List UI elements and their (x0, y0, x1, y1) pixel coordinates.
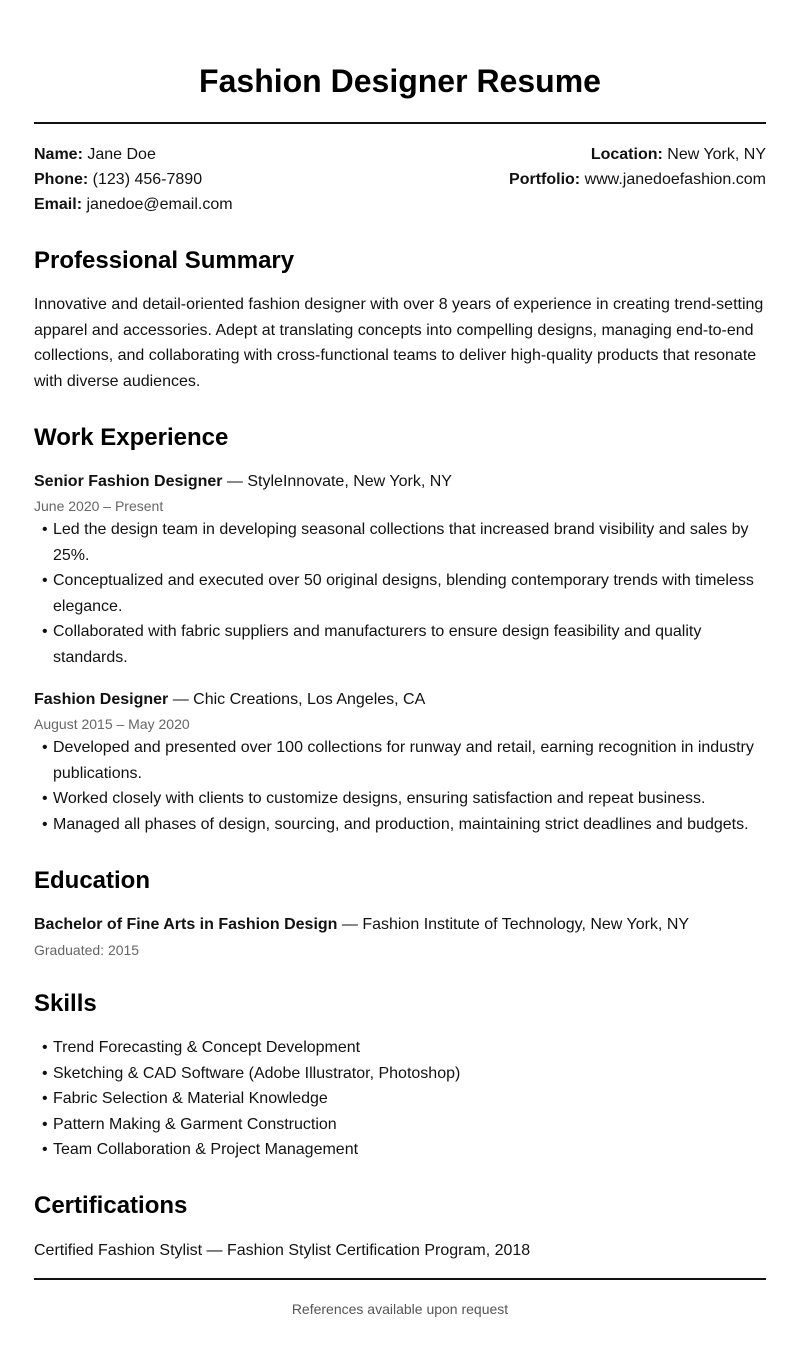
job-2-bullets (42, 735, 762, 837)
job-2-company: — Chic Creations, Los Angeles, CA (168, 691, 426, 708)
page-title: Fashion Designer Resume (199, 63, 601, 99)
skills-list (42, 1035, 762, 1163)
certifications-heading: Certifications (34, 1192, 188, 1219)
education-degree: Bachelor of Fine Arts in Fashion Design (34, 916, 338, 933)
contact-email-row (34, 192, 233, 217)
top-divider (34, 122, 766, 124)
job-1-title: Senior Fashion Designer (34, 473, 223, 490)
list-item: • Pattern Making & Garment Construction (42, 1112, 762, 1138)
list-item: • Led the design team in developing seasonal collections that increased brand visibility and sales by 25%. (42, 517, 762, 568)
experience-heading: Work Experience (34, 424, 229, 451)
contact-phone-row (34, 167, 233, 192)
job-1-bullets (42, 517, 762, 671)
phone-value: (123) 456-7890 (92, 171, 203, 188)
summary-heading: Professional Summary (34, 247, 295, 274)
job-1-title-line (34, 471, 452, 493)
job-2-title-line (34, 689, 425, 711)
job-2-title: Fashion Designer (34, 691, 169, 708)
summary-text: Innovative and detail-oriented fashion designer with over 8 years of experience in creating trend-setting apparel and accessories. Adept at translating concepts into compelling designs, managing end-to-end collections, and collaborating with cross-functional teams to deliver high-quality products that resonate with diverse audiences. (34, 296, 764, 390)
contact-portfolio-row (509, 167, 766, 192)
job-1-dates: June 2020 – Present (34, 498, 164, 514)
email-value: janedoe@email.com (86, 196, 233, 213)
bottom-divider (34, 1278, 766, 1280)
certification-text: Certified Fashion Stylist — Fashion Stylist Certification Program, 2018 (34, 1242, 531, 1259)
contact-name-row (34, 142, 233, 167)
name-value: Jane Doe (87, 146, 156, 163)
list-item: • Fabric Selection & Material Knowledge (42, 1086, 762, 1112)
education-heading: Education (34, 867, 151, 894)
list-item: • Sketching & CAD Software (Adobe Illustrator, Photoshop) (42, 1061, 762, 1087)
list-item: • Collaborated with fabric suppliers and manufacturers to ensure design feasibility and quality standards. (42, 619, 762, 670)
footer-note: References available upon request (291, 1301, 509, 1317)
location-value: New York, NY (667, 146, 766, 163)
portfolio-value: www.janedoefashion.com (584, 171, 766, 188)
email-label: Email: (34, 196, 83, 213)
education-degree-line (34, 914, 689, 936)
education-school: — Fashion Institute of Technology, New York, NY (337, 916, 690, 933)
phone-label: Phone: (34, 171, 89, 188)
education-graduated: Graduated: 2015 (34, 942, 140, 958)
name-label: Name: (34, 146, 83, 163)
skills-heading: Skills (34, 990, 97, 1017)
portfolio-label: Portfolio: (509, 171, 581, 188)
job-2-dates: August 2015 – May 2020 (34, 716, 190, 732)
contact-right-column (509, 142, 766, 192)
contact-left-column (34, 142, 233, 217)
list-item: • Conceptualized and executed over 50 original designs, blending contemporary trends with timeless elegance. (42, 568, 762, 619)
job-1-company: — StyleInnovate, New York, NY (222, 473, 452, 490)
list-item: • Worked closely with clients to customize designs, ensuring satisfaction and repeat business. (42, 786, 762, 812)
contact-location-row (509, 142, 766, 167)
list-item: • Trend Forecasting & Concept Development (42, 1035, 762, 1061)
location-label: Location: (590, 146, 663, 163)
list-item: • Team Collaboration & Project Management (42, 1137, 762, 1163)
list-item: • Developed and presented over 100 collections for runway and retail, earning recognition in industry publications. (42, 735, 762, 786)
list-item: • Managed all phases of design, sourcing, and production, maintaining strict deadlines and budgets. (42, 812, 762, 838)
